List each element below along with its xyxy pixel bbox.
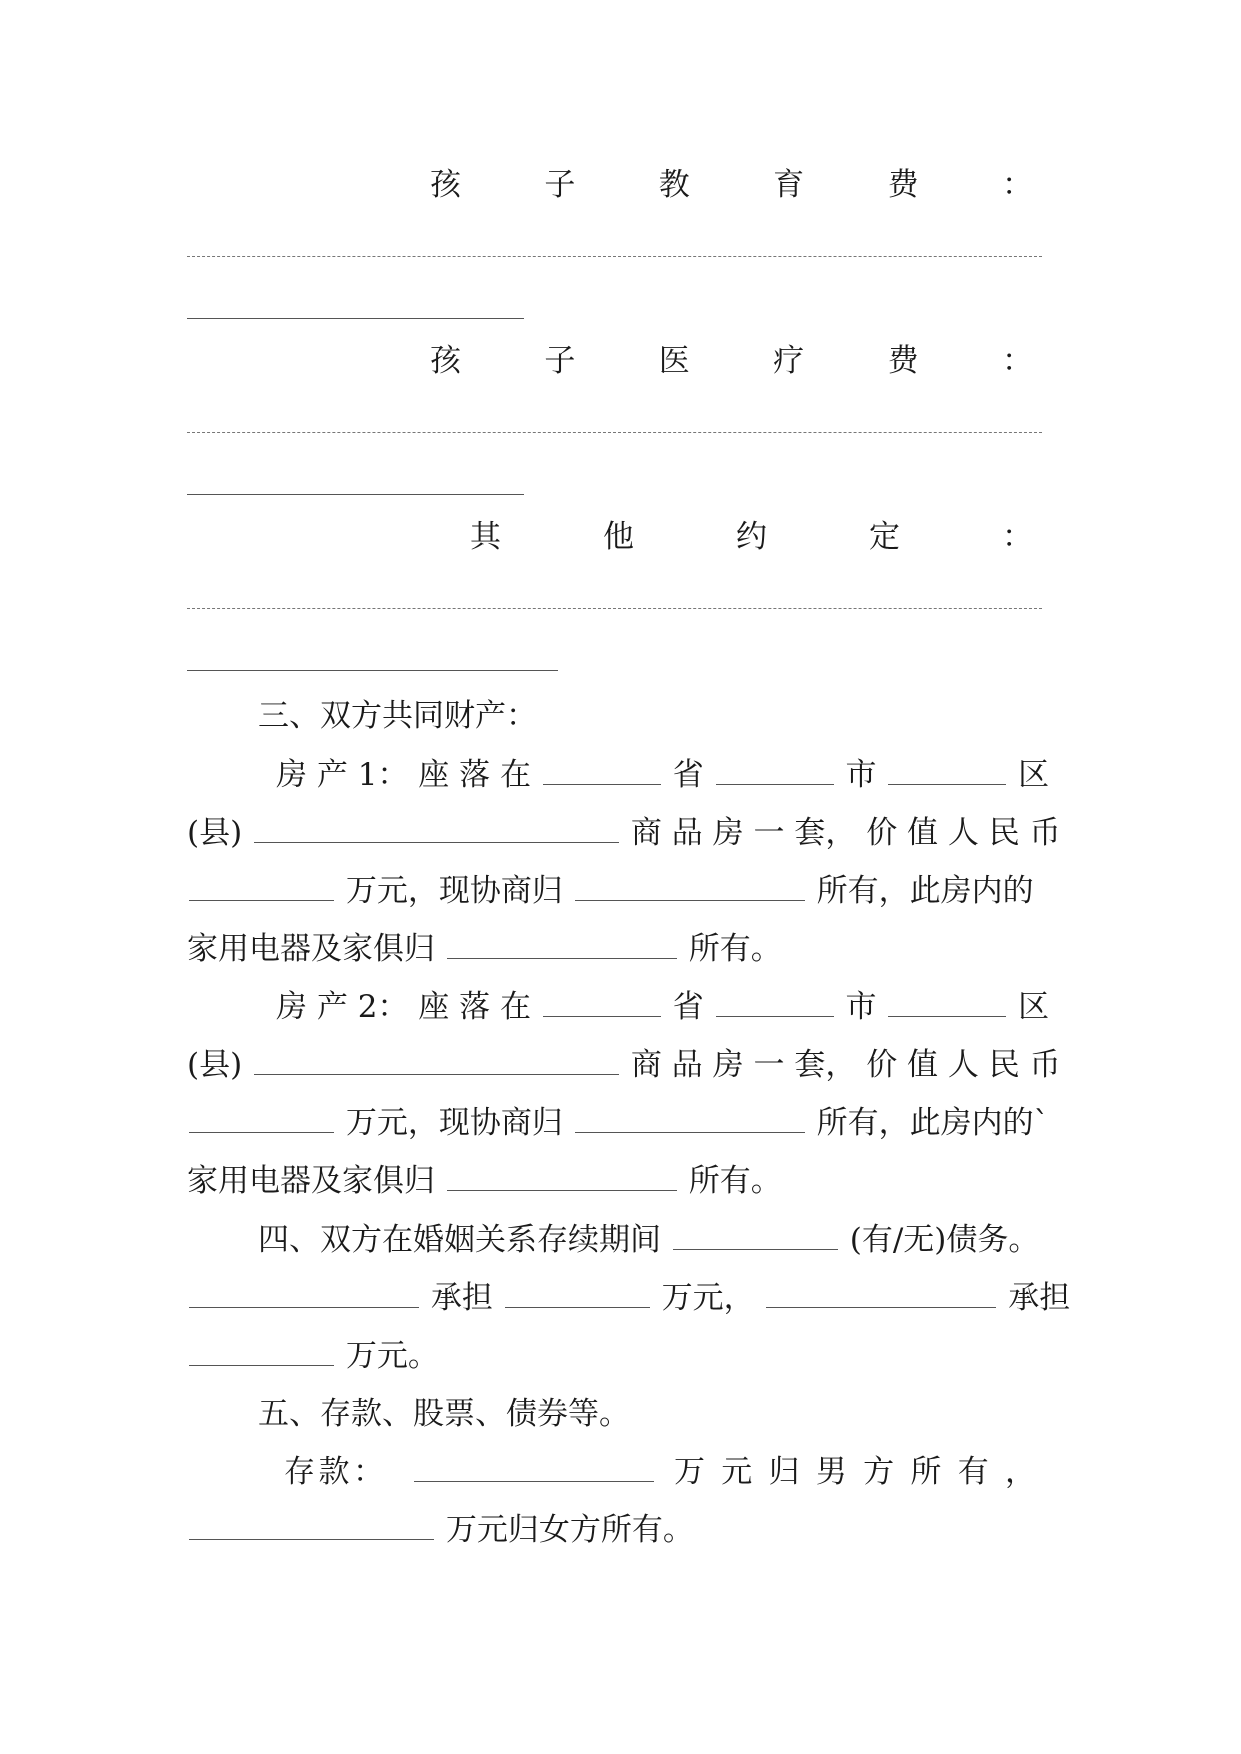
house1-line4: [187, 929, 1042, 969]
house2-district: 区: [1018, 989, 1050, 1025]
house1-line3: [187, 871, 1042, 911]
house2-line2: [187, 1045, 1061, 1085]
house2-desc: 商 品 房 一 套， 价 值 人 民 币: [630, 1047, 1061, 1083]
house1-district: 区: [1018, 757, 1050, 793]
medical-fill-line-2[interactable]: [187, 494, 524, 495]
house2-owned: 所有，此房内的`: [816, 1105, 1050, 1141]
house2-city: 市: [845, 989, 877, 1025]
house2-county: (县): [187, 1047, 243, 1083]
house1-furniture-blank[interactable]: [447, 930, 677, 959]
female-deposit-blank[interactable]: [189, 1511, 434, 1540]
male-char: 所: [910, 1454, 942, 1490]
house2-province-blank[interactable]: [543, 988, 661, 1017]
education-char: 教: [658, 167, 690, 203]
house2-line4: [187, 1161, 1042, 1201]
debt2-amount-blank[interactable]: [189, 1337, 334, 1366]
house2-owner-blank[interactable]: [575, 1104, 805, 1133]
debt1-amount-blank[interactable]: [505, 1279, 650, 1308]
other-colon: ：: [1002, 519, 1033, 555]
other-char: 其: [470, 519, 501, 555]
house2-wan-yuan: 万元，现协商归: [345, 1105, 563, 1141]
male-deposit-blank[interactable]: [414, 1453, 654, 1482]
house2-value-blank[interactable]: [189, 1104, 334, 1133]
section4-wan-comma: 万元，: [661, 1280, 755, 1316]
deposit-char: ：: [353, 1454, 384, 1490]
other-char: 定: [869, 519, 900, 555]
medical-char: 孩: [430, 343, 461, 379]
house1-wan-yuan: 万元，现协商归: [345, 873, 563, 909]
section4-bear1: 承担: [430, 1280, 493, 1316]
section4-line3: [187, 1336, 1042, 1376]
house2-line1: [276, 987, 1056, 1027]
house1-district-blank[interactable]: [888, 756, 1006, 785]
male-char: ，: [1004, 1454, 1036, 1490]
medical-char: 疗: [773, 343, 805, 379]
other-fill-line-1[interactable]: [187, 608, 1042, 609]
house2-district-blank[interactable]: [888, 988, 1006, 1017]
medical-fill-line-1[interactable]: [187, 432, 1042, 433]
male-char: 元: [721, 1454, 753, 1490]
section4-heading: 四、双方在婚姻关系存续期间: [258, 1222, 661, 1258]
house1-furniture: 家用电器及家俱归: [187, 931, 435, 967]
house2-furniture-blank[interactable]: [447, 1162, 677, 1191]
house1-line1: [276, 755, 1056, 795]
deposit-label: [284, 1452, 384, 1492]
medical-char: 子: [544, 343, 576, 379]
other-fill-line-2[interactable]: [187, 670, 558, 671]
education-fill-line-2[interactable]: [187, 318, 524, 319]
section4-line1: [258, 1220, 1058, 1260]
section4-wan-end: 万元。: [345, 1338, 439, 1374]
female-deposit-text: 万元归女方所有。: [445, 1512, 694, 1548]
education-char: 费: [887, 167, 919, 203]
house1-address-blank[interactable]: [254, 814, 619, 843]
house2-city-blank[interactable]: [716, 988, 834, 1017]
male-deposit-text: [674, 1452, 1036, 1492]
other-char: 约: [736, 519, 767, 555]
section3-heading: 三、双方共同财产：: [258, 698, 537, 734]
section4-bear2: 承担: [1008, 1280, 1071, 1316]
medical-char: 医: [658, 343, 690, 379]
house1-value-blank[interactable]: [189, 872, 334, 901]
male-char: 方: [863, 1454, 895, 1490]
house1-desc: 商 品 房 一 套， 价 值 人 民 币: [630, 815, 1061, 851]
education-colon: ：: [1001, 167, 1033, 203]
deposit-line1: [284, 1452, 1036, 1492]
house2-end: 所有。: [688, 1163, 782, 1199]
debt-status-blank[interactable]: [673, 1221, 838, 1250]
debtor2-blank[interactable]: [766, 1279, 996, 1308]
other-terms-label: [470, 517, 1033, 557]
male-char: 男: [815, 1454, 847, 1490]
section4-line2: [187, 1278, 1071, 1318]
house2-province: 省: [672, 989, 704, 1025]
house1-city: 市: [845, 757, 877, 793]
house1-county: (县): [187, 815, 243, 851]
education-fill-line-1[interactable]: [187, 256, 1042, 257]
house1-province: 省: [672, 757, 704, 793]
house1-end: 所有。: [688, 931, 782, 967]
debtor1-blank[interactable]: [189, 1279, 419, 1308]
house2-furniture: 家用电器及家俱归: [187, 1163, 435, 1199]
male-char: 万: [674, 1454, 705, 1490]
education-fee-label: [430, 165, 1033, 205]
deposit-char: 存: [284, 1454, 315, 1490]
section4-has-none: (有/无)债务。: [849, 1222, 1040, 1258]
house1-line2: [187, 813, 1061, 853]
house2-prefix: 房 产 2： 座 落 在: [276, 989, 531, 1025]
deposit-char: 款: [318, 1454, 350, 1490]
male-char: 归: [768, 1454, 800, 1490]
education-char: 孩: [430, 167, 461, 203]
house1-city-blank[interactable]: [716, 756, 834, 785]
medical-char: 费: [887, 343, 919, 379]
section5-heading: 五、存款、股票、债券等。: [258, 1396, 630, 1432]
house1-owner-blank[interactable]: [575, 872, 805, 901]
house2-address-blank[interactable]: [254, 1046, 619, 1075]
male-char: 有: [957, 1454, 989, 1490]
house1-province-blank[interactable]: [543, 756, 661, 785]
deposit-line2: [187, 1510, 1042, 1550]
other-char: 他: [603, 519, 634, 555]
house1-owned: 所有，此房内的: [816, 873, 1034, 909]
medical-fee-label: [430, 341, 1033, 381]
education-char: 子: [544, 167, 576, 203]
medical-colon: ：: [1001, 343, 1033, 379]
education-char: 育: [773, 167, 805, 203]
house2-line3: [187, 1103, 1050, 1143]
house1-prefix: 房 产 1： 座 落 在: [276, 757, 531, 793]
